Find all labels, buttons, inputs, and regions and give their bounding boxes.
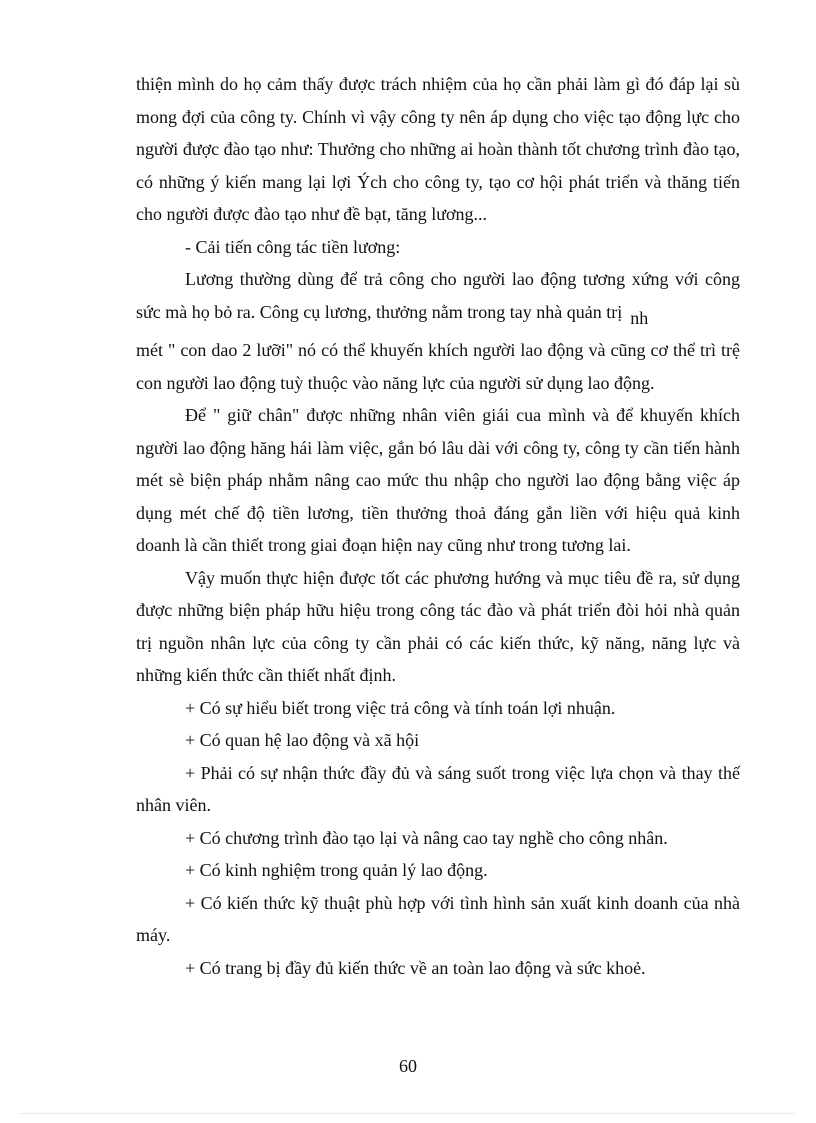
paragraph-salary-intro (136, 263, 740, 334)
list-item: + Có kinh nghiệm trong quản lý lao động. (185, 860, 488, 880)
list-item: + Có quan hệ lao động và xã hội (185, 730, 420, 750)
body-text (136, 68, 740, 984)
paragraph-requirements: Vậy muốn thực hiện được tốt các phương hướng và mục tiêu đề ra, sử dụng được những biện pháp hữu hiệu trong công tác đào và phát triển đòi hỏi nhà quản trị nguồn nhân lực của công ty cần phải có các kiến thức, kỹ năng, năng lực và những kiến thức cần thiết nhất định. (136, 567, 740, 685)
paragraph-retain-staff: Để " giữ chân" được những nhân viên giái cua mình và để khuyến khích người lao động hăng hái làm việc, gắn bó lâu dài với công ty, công ty cần tiến hành mét sè biện pháp nhằm nâng cao mức thu nhập cho người lao động bằng việc áp dụng mét chế độ tiền lương, tiền thưởng thoả đáng gắn liền với hiệu quả kinh doanh là cần thiết trong giai đoạn hiện nay cũng như trong tương lai. (136, 405, 740, 555)
list-item: + Có sự hiểu biết trong việc trả công và tính toán lợi nhuận. (185, 697, 616, 718)
paragraph-salary-cont: mét " con dao 2 lưỡi" nó có thể khuyến khích người lao động và cũng cơ thể trì trệ con người lao động tuỳ thuộc vào năng lực của người sử dụng lao động. (136, 340, 740, 393)
list-item: + Có kiến thức kỹ thuật phù hợp với tình hình sản xuất kinh doanh của nhà máy. (136, 892, 740, 945)
list-item: + Phải có sự nhận thức đầy đủ và sáng suốt trong việc lựa chọn và thay thế nhân viên. (136, 762, 740, 815)
stray-note: nh (630, 307, 649, 328)
section-heading-salary: - Cải tiến công tác tiền lương: (185, 236, 401, 257)
page-number: 60 (399, 1056, 417, 1076)
list-item: + Có trang bị đầy đủ kiến thức về an toàn lao động và sức khoẻ. (185, 957, 646, 978)
page-bottom-divider (20, 1113, 796, 1114)
paragraph-1: thiện mình do họ cảm thấy được trách nhiệm của họ cần phải làm gì đó đáp lại sù mong đợi của công ty. Chính vì vậy công ty nên áp dụng cho việc tạo động lực cho người được đào tạo như: Thưởng cho những ai hoàn thành tốt chương trình đào tạo, có những ý kiến mang lại lợi Ých cho công ty, tạo cơ hội phát triển và thăng tiến cho người được đào tạo như đề bạt, tăng lương... (136, 74, 740, 224)
list-item: + Có chương trình đào tạo lại và nâng cao tay nghề cho công nhân. (185, 827, 668, 848)
paragraph-salary-intro-text: Lương thường dùng để trả công cho người lao động tương xứng với công sức mà họ bỏ ra. Công cụ lương, thưởng nằm trong tay nhà quản trị (136, 269, 740, 322)
